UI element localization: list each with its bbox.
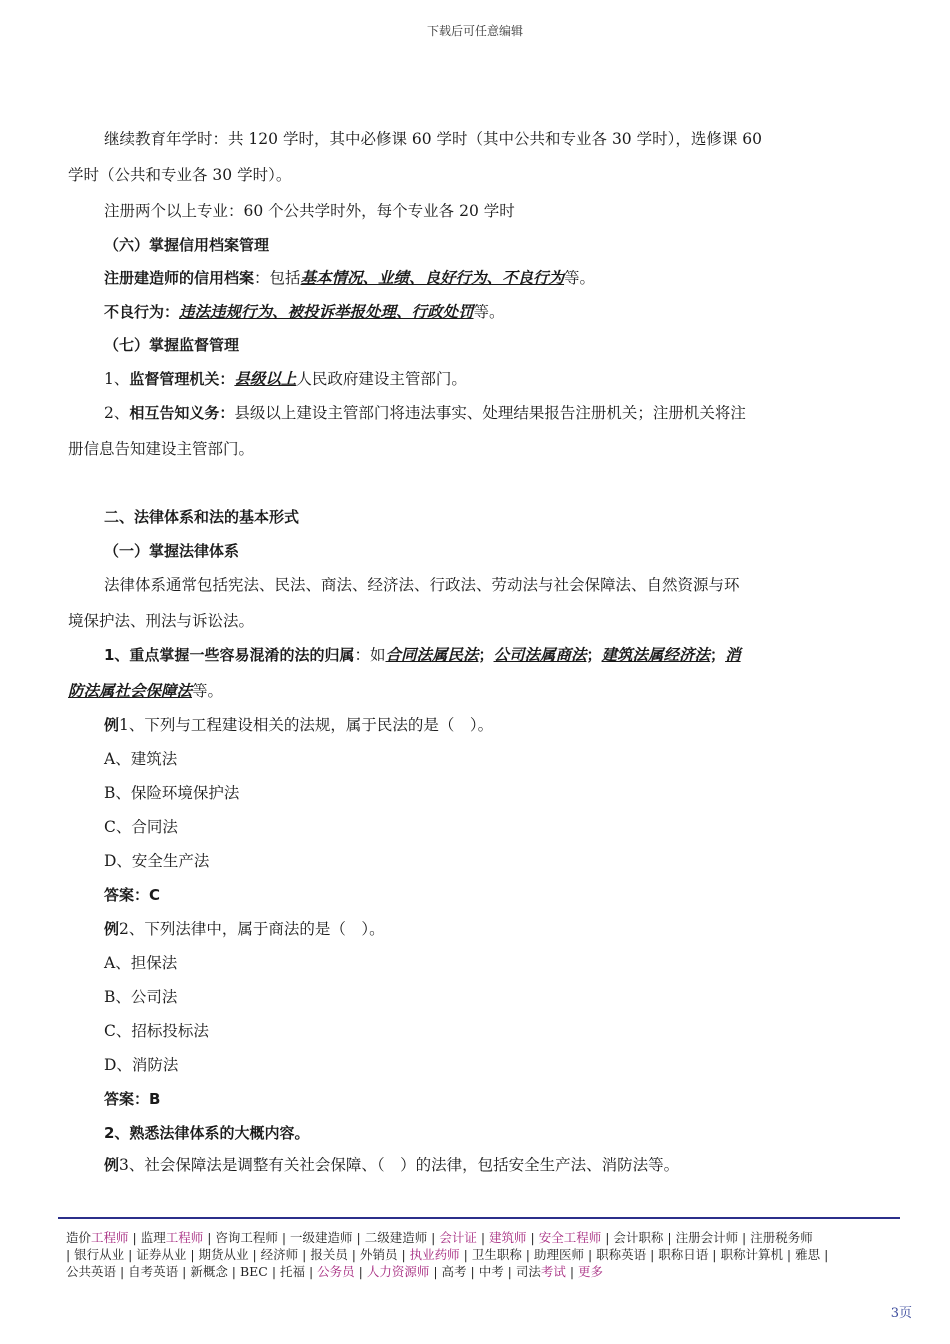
footer-link[interactable]: 工程师: [91, 1230, 129, 1245]
separator: ；: [586, 646, 602, 664]
footer-text: |: [526, 1230, 539, 1245]
footer-line-1: [66, 1229, 906, 1246]
footer-link[interactable]: 人力资源师: [366, 1264, 430, 1279]
paragraph-legal-system-cont: 境保护法、刑法与诉讼法。: [68, 612, 255, 630]
separator: ；: [478, 646, 494, 664]
key-point-1-post: 等。: [192, 682, 224, 700]
notification-text: 县级以上建设主管部门将违法事实、处理结果报告注册机关；注册机关将注: [234, 404, 746, 422]
credit-post: 等。: [564, 269, 596, 287]
footer-text: | 银行从业 | 证券从业 | 期货从业 | 经济师 | 报关员 | 外销员 |: [66, 1247, 410, 1262]
footer-text: | 卫生职称 | 助理医师 | 职称英语 | 职称日语 | 职称计算机 | 雅思 |: [459, 1247, 829, 1262]
footer-links: [66, 1229, 906, 1280]
emphasis-construction-law: 建筑法属经济法: [601, 645, 711, 664]
credit-label: 注册建造师的信用档案: [104, 269, 255, 287]
footer-text: 造价: [66, 1230, 92, 1245]
supervision-post: 人民政府建设主管部门。: [296, 370, 467, 388]
emphasis-company-law: 公司法属商法: [493, 645, 587, 664]
bad-emphasis: 违法违规行为、被投诉举报处理、行政处罚: [179, 302, 474, 321]
section-heading-legal-system: 二、法律体系和法的基本形式: [104, 508, 300, 526]
key-point-1-label: 1、重点掌握一些容易混淆的法的归属: [104, 646, 355, 664]
footer-line-3: [66, 1263, 906, 1280]
supervision-label: 监督管理机关：: [129, 370, 235, 388]
footer-link[interactable]: 公务员: [317, 1264, 355, 1279]
item-mutual-notification: [104, 402, 746, 424]
footer-link[interactable]: 考试: [540, 1264, 566, 1279]
paragraph-credit-file: [104, 267, 595, 289]
emphasis-fire-law-end: 防法属社会保障法: [68, 681, 193, 700]
emphasis-contract-law: 合同法属民法: [385, 645, 479, 664]
example-2-answer: 答案：B: [104, 1090, 161, 1108]
supervision-emphasis: 县级以上: [234, 369, 297, 388]
example-3-text: 3、社会保障法是调整有关社会保障、（ ）的法律，包括安全生产法、消防法等。: [119, 1156, 680, 1174]
bad-label: 不良行为：: [104, 303, 180, 321]
example-1-question: [104, 714, 493, 736]
paragraph-legal-system: 法律体系通常包括宪法、民法、商法、经济法、行政法、劳动法与社会保障法、自然资源与环: [104, 576, 740, 594]
example-1-answer: 答案：C: [104, 886, 161, 904]
key-point-2: 2、熟悉法律体系的大概内容。: [104, 1124, 310, 1142]
footer-divider: [58, 1217, 900, 1219]
key-point-1: [104, 644, 741, 666]
footer-line-2: [66, 1246, 906, 1263]
subheading-legal-system: （一）掌握法律体系: [104, 542, 240, 560]
item-number: 1、: [104, 370, 130, 388]
example-1-option-d: D、安全生产法: [104, 852, 210, 870]
example-2-option-d: D、消防法: [104, 1056, 179, 1074]
footer-text: | 咨询工程师 | 一级建造师 | 二级建造师 |: [203, 1230, 440, 1245]
footer-link[interactable]: 安全工程师: [538, 1230, 602, 1245]
item-supervision-authority: [104, 368, 467, 390]
page-number: 3页: [890, 1306, 912, 1321]
item-number: 2、: [104, 404, 130, 422]
heading-credit-file: （六）掌握信用档案管理: [104, 236, 270, 254]
example-2-option-b: B、公司法: [104, 988, 178, 1006]
footer-link[interactable]: 更多: [578, 1264, 604, 1279]
paragraph-hours-cont: 学时（公共和专业各 30 学时）。: [68, 166, 292, 184]
footer-link[interactable]: 执业药师: [409, 1247, 460, 1262]
key-point-1-pre: ：如: [354, 646, 386, 664]
example-3-question: [104, 1154, 679, 1176]
paragraph-bad-behavior: [104, 301, 505, 323]
bad-post: 等。: [473, 303, 505, 321]
example-2-option-c: C、招标投标法: [104, 1022, 209, 1040]
example-2-option-a: A、担保法: [104, 954, 178, 972]
footer-link[interactable]: 工程师: [165, 1230, 204, 1245]
footer-link[interactable]: 建筑师: [489, 1230, 527, 1245]
example-1-text: 1、下列与工程建设相关的法规，属于民法的是（ ）。: [119, 716, 494, 734]
emphasis-fire-law-start: 消: [725, 645, 741, 664]
footer-text: 公共英语 | 自考英语 | 新概念 | BEC | 托福 |: [66, 1264, 318, 1279]
footer-text: | 监理: [128, 1230, 166, 1245]
top-note: 下载后可任意编辑: [426, 24, 523, 38]
credit-emphasis: 基本情况、业绩、良好行为、不良行为: [300, 268, 565, 287]
paragraph-hours: 继续教育年学时：共 120 学时，其中必修课 60 学时（其中公共和专业各 30 学时），选修课 60: [104, 130, 762, 148]
footer-text: | 会计职称 | 注册会计师 | 注册税务师: [601, 1230, 813, 1245]
footer-text: |: [354, 1264, 367, 1279]
footer-text: |: [476, 1230, 490, 1245]
footer-link[interactable]: 会计证: [439, 1230, 477, 1245]
example-label: 例: [104, 716, 120, 734]
example-1-option-c: C、合同法: [104, 818, 178, 836]
example-1-option-b: B、保险环境保护法: [104, 784, 240, 802]
key-point-1-cont: [68, 680, 223, 702]
item-mutual-notification-cont: 册信息告知建设主管部门。: [68, 440, 255, 458]
paragraph-two-majors: 注册两个以上专业：60 个公共学时外，每个专业各 20 学时: [104, 202, 515, 220]
example-2-text: 2、下列法律中，属于商法的是（ ）。: [119, 920, 385, 938]
credit-pre: ：包括: [254, 269, 301, 287]
example-2-question: [104, 918, 385, 940]
example-1-option-a: A、建筑法: [104, 750, 178, 768]
footer-text: | 高考 | 中考 | 司法: [429, 1264, 541, 1279]
example-label: 例: [104, 920, 120, 938]
example-label: 例: [104, 1156, 120, 1174]
notification-label: 相互告知义务：: [129, 404, 235, 422]
heading-supervision: （七）掌握监督管理: [104, 336, 240, 354]
footer-text: |: [565, 1264, 579, 1279]
separator: ；: [710, 646, 726, 664]
